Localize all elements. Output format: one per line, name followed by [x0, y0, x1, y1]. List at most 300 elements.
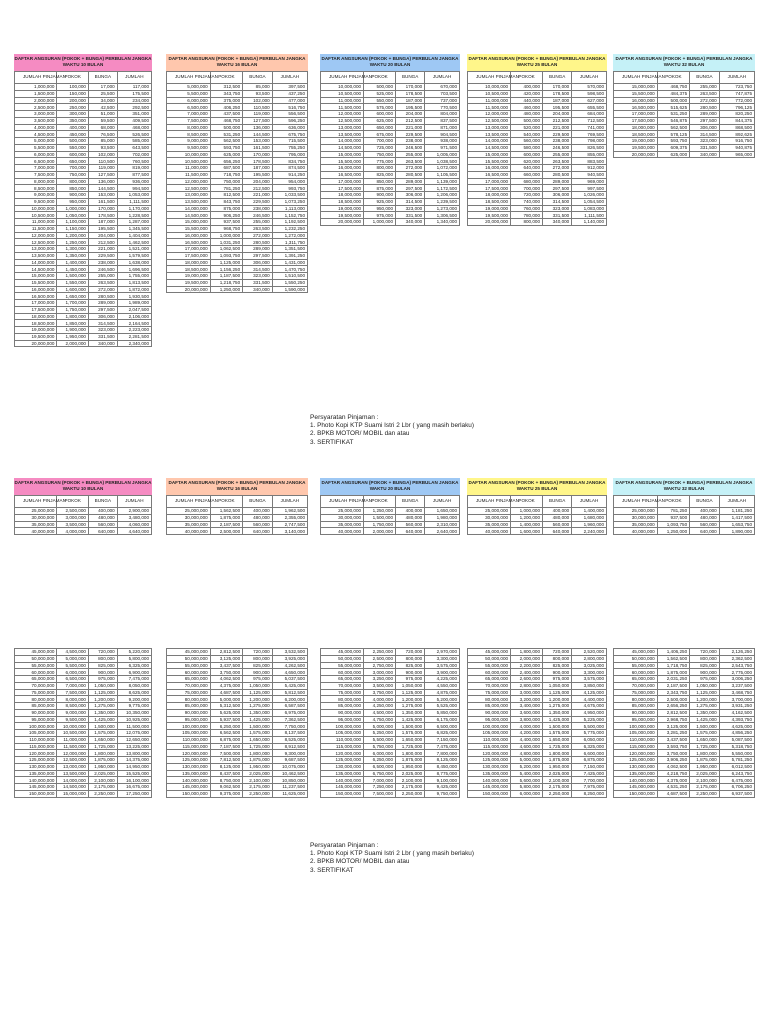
- interest-cell: 2,100,000: [543, 777, 572, 784]
- total-cell: 969,000: [572, 178, 607, 185]
- total-cell: 556,500: [272, 111, 307, 118]
- total-cell: 397,500: [272, 84, 307, 91]
- principal-cell: 656,250: [210, 158, 242, 165]
- total-cell: 855,000: [572, 151, 607, 158]
- table-row: [167, 709, 308, 716]
- loan-amount-cell: 19,500,000: [15, 333, 57, 340]
- interest-cell: 800,000: [243, 655, 273, 662]
- loan-amount-cell: 9,000,000: [15, 192, 57, 199]
- principal-cell: 937,500: [210, 219, 242, 226]
- total-cell: 292,500: [117, 104, 151, 111]
- principal-cell: 12,500,000: [57, 757, 89, 764]
- table-row: [614, 111, 755, 118]
- principal-cell: 775,000: [364, 158, 396, 165]
- loan-amount-cell: 90,000,000: [321, 709, 364, 716]
- total-cell: 741,000: [572, 124, 607, 131]
- loan-amount-cell: 11,000,000: [321, 97, 364, 104]
- principal-cell: 600,000: [511, 151, 543, 158]
- loan-amount-cell: 25,000,000: [468, 508, 511, 515]
- interest-cell: 195,500: [543, 104, 572, 111]
- interest-cell: 1,950,000: [243, 763, 273, 770]
- interest-cell: 238,000: [243, 205, 273, 212]
- interest-cell: 1,350,000: [396, 709, 425, 716]
- total-cell: 834,750: [272, 158, 307, 165]
- table-row: [468, 521, 607, 528]
- interest-cell: 2,025,000: [88, 770, 117, 777]
- principal-cell: 3,200,000: [511, 696, 543, 703]
- total-cell: 712,500: [572, 117, 607, 124]
- principal-cell: 593,750: [657, 138, 689, 145]
- table-row: [321, 689, 460, 696]
- total-cell: 819,000: [117, 165, 151, 172]
- principal-cell: 13,500,000: [57, 770, 89, 777]
- principal-cell: 7,187,500: [210, 743, 242, 750]
- total-cell: 4,060,000: [117, 521, 151, 528]
- table-row: [167, 777, 308, 784]
- table-row: [167, 655, 308, 662]
- total-cell: 826,500: [572, 144, 607, 151]
- principal-cell: 5,625,000: [210, 709, 242, 716]
- loan-amount-cell: 17,000,000: [614, 111, 658, 118]
- principal-cell: 578,125: [657, 131, 689, 138]
- principal-cell: 3,000,000: [57, 514, 89, 521]
- total-cell: 8,450,000: [425, 763, 460, 770]
- table-row: [468, 131, 607, 138]
- interest-cell: 314,500: [690, 131, 720, 138]
- principal-cell: 6,500,000: [57, 676, 89, 683]
- column-header-jumlah: JUMLAH: [719, 496, 754, 508]
- interest-cell: 1,425,000: [396, 716, 425, 723]
- interest-cell: 1,350,000: [243, 709, 273, 716]
- loan-amount-cell: 11,000,000: [468, 97, 511, 104]
- principal-cell: 5,000,000: [210, 696, 242, 703]
- loan-amount-cell: 25,000,000: [167, 508, 211, 515]
- interest-cell: 1,875,000: [543, 757, 572, 764]
- loan-amount-cell: 9,500,000: [167, 144, 211, 151]
- interest-cell: 1,950,000: [396, 763, 425, 770]
- total-cell: 9,750,000: [425, 790, 460, 797]
- interest-cell: 42,500: [88, 104, 117, 111]
- total-cell: 3,480,000: [117, 514, 151, 521]
- loan-amount-cell: 120,000,000: [15, 750, 57, 757]
- principal-cell: 6,250,000: [210, 723, 242, 730]
- total-cell: 6,900,000: [117, 669, 151, 676]
- total-cell: 675,750: [272, 131, 307, 138]
- loan-requirements: [310, 842, 474, 875]
- table-title: DAFTAR ANGSURAN (POKOK + BUNGA) PERBULAN JANGKA WAKTU 10 BULAN: [14, 478, 152, 495]
- principal-cell: 1,062,500: [210, 246, 242, 253]
- table-header-row: [321, 72, 460, 84]
- table-row: [15, 333, 152, 340]
- loan-amount-cell: 6,500,000: [167, 104, 211, 111]
- table-row: [468, 178, 607, 185]
- interest-cell: 102,000: [88, 151, 117, 158]
- principal-cell: 2,500,000: [657, 696, 689, 703]
- interest-cell: 340,000: [88, 340, 117, 347]
- principal-cell: 14,000,000: [57, 777, 89, 784]
- interest-cell: 229,500: [243, 198, 273, 205]
- loan-amount-cell: 8,000,000: [15, 178, 57, 185]
- total-cell: 8,050,000: [117, 682, 151, 689]
- principal-cell: 2,812,500: [657, 709, 689, 716]
- total-cell: 7,975,000: [572, 784, 607, 791]
- principal-cell: 3,400,000: [511, 703, 543, 710]
- loan-amount-cell: 80,000,000: [15, 696, 57, 703]
- loan-amount-cell: 13,000,000: [167, 192, 211, 199]
- loan-amount-cell: 4,500,000: [15, 131, 57, 138]
- interest-cell: 1,950,000: [88, 763, 117, 770]
- interest-cell: 1,800,000: [396, 750, 425, 757]
- loan-amount-cell: 140,000,000: [321, 777, 364, 784]
- loan-amount-cell: 17,500,000: [468, 185, 511, 192]
- principal-cell: 8,437,500: [210, 770, 242, 777]
- table-title: DAFTAR ANGSURAN (POKOK + BUNGA) PERBULAN JANGKA WAKTU 20 BULAN: [320, 478, 460, 495]
- loan-amount-cell: 75,000,000: [321, 689, 364, 696]
- table-row: [321, 138, 460, 145]
- column-header-pokok: POKOK: [511, 496, 543, 508]
- loan-amount-cell: 70,000,000: [614, 682, 658, 689]
- principal-cell: 6,250,000: [364, 757, 396, 764]
- total-cell: 7,800,000: [425, 750, 460, 757]
- total-cell: 4,640,000: [117, 528, 151, 535]
- loan-amount-cell: 8,000,000: [167, 124, 211, 131]
- loan-amount-cell: 70,000,000: [167, 682, 211, 689]
- table-row: [321, 696, 460, 703]
- total-cell: 737,000: [425, 97, 460, 104]
- principal-cell: 562,500: [210, 138, 242, 145]
- principal-cell: 5,250,000: [364, 730, 396, 737]
- table-row: [167, 273, 308, 280]
- table-title: DAFTAR ANGSURAN (POKOK + BUNGA) PERBULAN JANGKA WAKTU 32 BULAN: [613, 54, 755, 71]
- total-cell: 1,113,000: [272, 205, 307, 212]
- interest-cell: 1,200,000: [243, 696, 273, 703]
- total-cell: 1,111,500: [117, 198, 151, 205]
- loan-amount-cell: 12,500,000: [167, 185, 211, 192]
- total-cell: 2,775,000: [719, 669, 754, 676]
- loan-amount-cell: 120,000,000: [321, 750, 364, 757]
- principal-cell: 1,150,000: [57, 225, 89, 232]
- principal-cell: 562,500: [657, 124, 689, 131]
- column-header-jumlah: JUMLAH: [719, 72, 754, 84]
- loan-amount-cell: 145,000,000: [321, 784, 364, 791]
- interest-cell: 1,125,000: [690, 689, 720, 696]
- interest-cell: 272,000: [243, 232, 273, 239]
- total-cell: 14,950,000: [117, 763, 151, 770]
- principal-cell: 4,687,500: [210, 689, 242, 696]
- principal-cell: 825,000: [364, 171, 396, 178]
- loan-amount-cell: 105,000,000: [468, 730, 511, 737]
- interest-cell: 2,250,000: [543, 790, 572, 797]
- table-row: [321, 757, 460, 764]
- table-row: [167, 151, 308, 158]
- table-row: [167, 266, 308, 273]
- table-row: [321, 165, 460, 172]
- interest-cell: 297,500: [690, 117, 720, 124]
- interest-cell: 825,000: [396, 662, 425, 669]
- loan-amount-cell: 17,500,000: [15, 306, 57, 313]
- loan-amount-cell: 85,000,000: [614, 703, 658, 710]
- table-row: [468, 649, 607, 656]
- total-cell: 2,520,000: [572, 649, 607, 656]
- interest-cell: 144,500: [243, 131, 273, 138]
- interest-cell: 272,000: [88, 286, 117, 293]
- principal-cell: 812,500: [210, 192, 242, 199]
- table-row: [468, 508, 607, 515]
- loan-amount-cell: 45,000,000: [468, 649, 511, 656]
- total-cell: 1,431,000: [272, 259, 307, 266]
- principal-cell: 3,125,000: [657, 723, 689, 730]
- table-row: [468, 158, 607, 165]
- total-cell: 912,000: [572, 165, 607, 172]
- loan-amount-cell: 110,000,000: [321, 736, 364, 743]
- installment-table: [320, 71, 460, 226]
- column-header-jumlah-pinjaman: JUMLAH PINJAMAN: [468, 72, 511, 84]
- total-cell: 2,970,000: [425, 649, 460, 656]
- principal-cell: 1,600,000: [511, 528, 543, 535]
- loan-amount-cell: 15,500,000: [15, 279, 57, 286]
- interest-cell: 1,875,000: [88, 757, 117, 764]
- total-cell: 3,575,000: [425, 662, 460, 669]
- interest-cell: 323,000: [690, 138, 720, 145]
- total-cell: 5,225,000: [572, 716, 607, 723]
- table-row: [15, 528, 152, 535]
- total-cell: 11,625,000: [272, 790, 307, 797]
- table-row: [321, 90, 460, 97]
- principal-cell: 2,500,000: [364, 655, 396, 662]
- interest-cell: 640,000: [88, 528, 117, 535]
- table-row: [468, 723, 607, 730]
- principal-cell: 3,750,000: [364, 689, 396, 696]
- interest-cell: 297,500: [243, 252, 273, 259]
- loan-amount-cell: 40,000,000: [321, 528, 364, 535]
- table-row: [167, 784, 308, 791]
- total-cell: 11,500,000: [117, 723, 151, 730]
- principal-cell: 700,000: [57, 165, 89, 172]
- total-cell: 769,500: [572, 131, 607, 138]
- table-row: [15, 703, 152, 710]
- table-row: [15, 192, 152, 199]
- loan-amount-cell: 18,500,000: [614, 131, 658, 138]
- loan-amount-cell: 65,000,000: [167, 676, 211, 683]
- loan-amount-cell: 115,000,000: [321, 743, 364, 750]
- principal-cell: 675,000: [364, 131, 396, 138]
- loan-amount-cell: 11,500,000: [468, 104, 511, 111]
- loan-amount-cell: 12,000,000: [167, 178, 211, 185]
- interest-cell: 93,500: [243, 90, 273, 97]
- total-cell: 2,281,500: [117, 333, 151, 340]
- table-row: [468, 192, 607, 199]
- principal-cell: 1,800,000: [511, 649, 543, 656]
- total-cell: 684,000: [572, 111, 607, 118]
- interest-cell: 306,000: [543, 192, 572, 199]
- table-row: [614, 750, 755, 757]
- interest-cell: 331,500: [396, 212, 425, 219]
- loan-amount-cell: 5,000,000: [15, 138, 57, 145]
- interest-cell: 1,275,000: [396, 703, 425, 710]
- interest-cell: 1,800,000: [243, 750, 273, 757]
- total-cell: 2,106,000: [117, 313, 151, 320]
- loan-amount-cell: 16,500,000: [614, 104, 658, 111]
- total-cell: 1,170,000: [117, 205, 151, 212]
- column-header-jumlah-pinjaman: JUMLAH PINJAMAN: [15, 496, 57, 508]
- interest-cell: 2,100,000: [88, 777, 117, 784]
- loan-requirements: [310, 414, 474, 447]
- table-row: [15, 682, 152, 689]
- principal-cell: 5,000,000: [511, 757, 543, 764]
- table-row: [468, 104, 607, 111]
- loan-amount-cell: 19,500,000: [167, 279, 211, 286]
- table-row: [614, 124, 755, 131]
- table-title: DAFTAR ANGSURAN (POKOK + BUNGA) PERBULAN JANGKA WAKTU 16 BULAN: [166, 478, 308, 495]
- principal-cell: 3,750,000: [210, 669, 242, 676]
- principal-cell: 300,000: [57, 111, 89, 118]
- principal-cell: 531,250: [657, 111, 689, 118]
- principal-cell: 6,750,000: [364, 770, 396, 777]
- table-row: [321, 662, 460, 669]
- installment-table: [14, 71, 152, 347]
- total-cell: 7,475,000: [117, 676, 151, 683]
- interest-cell: 800,000: [543, 655, 572, 662]
- column-header-bunga: BUNGA: [690, 496, 720, 508]
- total-cell: 2,223,000: [117, 327, 151, 334]
- loan-amount-cell: 15,500,000: [167, 225, 211, 232]
- total-cell: 3,931,250: [719, 703, 754, 710]
- table-row: [167, 514, 308, 521]
- table-row: [468, 757, 607, 764]
- loan-amount-cell: 60,000,000: [468, 669, 511, 676]
- interest-cell: 238,000: [396, 138, 425, 145]
- interest-cell: 1,425,000: [88, 716, 117, 723]
- interest-cell: 400,000: [690, 508, 720, 515]
- table-row: [167, 259, 308, 266]
- principal-cell: 2,343,750: [657, 689, 689, 696]
- loan-amount-cell: 17,000,000: [167, 246, 211, 253]
- table-row: [614, 90, 755, 97]
- loan-amount-cell: 40,000,000: [614, 528, 658, 535]
- total-cell: 747,875: [719, 90, 754, 97]
- total-cell: 1,417,500: [719, 514, 754, 521]
- principal-cell: 400,000: [511, 84, 543, 91]
- table-row: [15, 212, 152, 219]
- total-cell: 702,000: [117, 151, 151, 158]
- total-cell: 3,006,250: [719, 676, 754, 683]
- interest-cell: 2,175,000: [543, 784, 572, 791]
- total-cell: 10,075,000: [272, 763, 307, 770]
- loan-amount-cell: 75,000,000: [15, 689, 57, 696]
- loan-amount-cell: 7,000,000: [167, 111, 211, 118]
- installment-table-block: [613, 54, 755, 158]
- table-row: [614, 138, 755, 145]
- total-cell: 2,800,000: [572, 655, 607, 662]
- principal-cell: 3,250,000: [364, 676, 396, 683]
- table-row: [614, 784, 755, 791]
- interest-cell: 1,725,000: [396, 743, 425, 750]
- loan-amount-cell: 130,000,000: [614, 763, 658, 770]
- table-row: [15, 97, 152, 104]
- interest-cell: 560,000: [543, 521, 572, 528]
- total-cell: 1,206,000: [425, 192, 460, 199]
- total-cell: 8,125,000: [425, 757, 460, 764]
- loan-amount-cell: 105,000,000: [614, 730, 658, 737]
- principal-cell: 2,600,000: [511, 676, 543, 683]
- table-title: DAFTAR ANGSURAN (POKOK + BUNGA) PERBULAN JANGKA WAKTU 25 BULAN: [467, 54, 607, 71]
- interest-cell: 2,025,000: [243, 770, 273, 777]
- table-row: [15, 790, 152, 797]
- loan-amount-cell: 95,000,000: [15, 716, 57, 723]
- table-row: [321, 219, 460, 226]
- interest-cell: 289,000: [690, 111, 720, 118]
- total-cell: 570,000: [572, 84, 607, 91]
- principal-cell: 560,000: [511, 138, 543, 145]
- table-row: [321, 178, 460, 185]
- principal-cell: 1,100,000: [57, 219, 89, 226]
- requirement-item: 2. BPKB MOTOR/ MOBIL dan atau: [310, 430, 410, 438]
- column-header-bunga: BUNGA: [543, 496, 572, 508]
- table-row: [614, 104, 755, 111]
- table-row: [468, 138, 607, 145]
- table-row: [468, 662, 607, 669]
- interest-cell: 323,000: [396, 205, 425, 212]
- total-cell: 3,700,000: [719, 696, 754, 703]
- principal-cell: 3,000,000: [511, 689, 543, 696]
- principal-cell: 2,187,500: [210, 521, 242, 528]
- table-row: [15, 327, 152, 334]
- interest-cell: 900,000: [88, 669, 117, 676]
- table-row: [468, 117, 607, 124]
- table-row: [321, 185, 460, 192]
- principal-cell: 1,850,000: [57, 320, 89, 327]
- total-cell: 1,653,750: [719, 521, 754, 528]
- loan-amount-cell: 7,500,000: [167, 117, 211, 124]
- loan-amount-cell: 4,000,000: [15, 124, 57, 131]
- loan-amount-cell: 25,000,000: [614, 508, 658, 515]
- loan-amount-cell: 40,000,000: [468, 528, 511, 535]
- loan-amount-cell: 5,000,000: [167, 84, 211, 91]
- total-cell: 1,228,500: [117, 212, 151, 219]
- table-row: [15, 750, 152, 757]
- table-row: [167, 508, 308, 515]
- total-cell: 3,575,000: [572, 676, 607, 683]
- total-cell: 1,962,500: [272, 508, 307, 515]
- total-cell: 4,225,000: [425, 676, 460, 683]
- principal-cell: 600,000: [57, 151, 89, 158]
- loan-amount-cell: 19,000,000: [614, 138, 658, 145]
- table-row: [15, 676, 152, 683]
- table-row: [468, 716, 607, 723]
- table-row: [15, 185, 152, 192]
- principal-cell: 8,000,000: [57, 696, 89, 703]
- loan-amount-cell: 11,000,000: [15, 219, 57, 226]
- principal-cell: 343,750: [210, 90, 242, 97]
- loan-amount-cell: 19,500,000: [321, 212, 364, 219]
- interest-cell: 900,000: [396, 669, 425, 676]
- total-cell: 1,053,000: [117, 192, 151, 199]
- table-row: [468, 763, 607, 770]
- total-cell: 14,375,000: [117, 757, 151, 764]
- total-cell: 1,400,000: [572, 508, 607, 515]
- interest-cell: 323,000: [88, 327, 117, 334]
- loan-amount-cell: 115,000,000: [614, 743, 658, 750]
- total-cell: 837,500: [425, 117, 460, 124]
- loan-amount-cell: 15,000,000: [15, 273, 57, 280]
- table-row: [321, 730, 460, 737]
- table-row: [614, 770, 755, 777]
- interest-cell: 1,725,000: [88, 743, 117, 750]
- table-row: [15, 124, 152, 131]
- principal-cell: 1,300,000: [57, 246, 89, 253]
- loan-amount-cell: 12,000,000: [321, 111, 364, 118]
- total-cell: 6,175,000: [425, 716, 460, 723]
